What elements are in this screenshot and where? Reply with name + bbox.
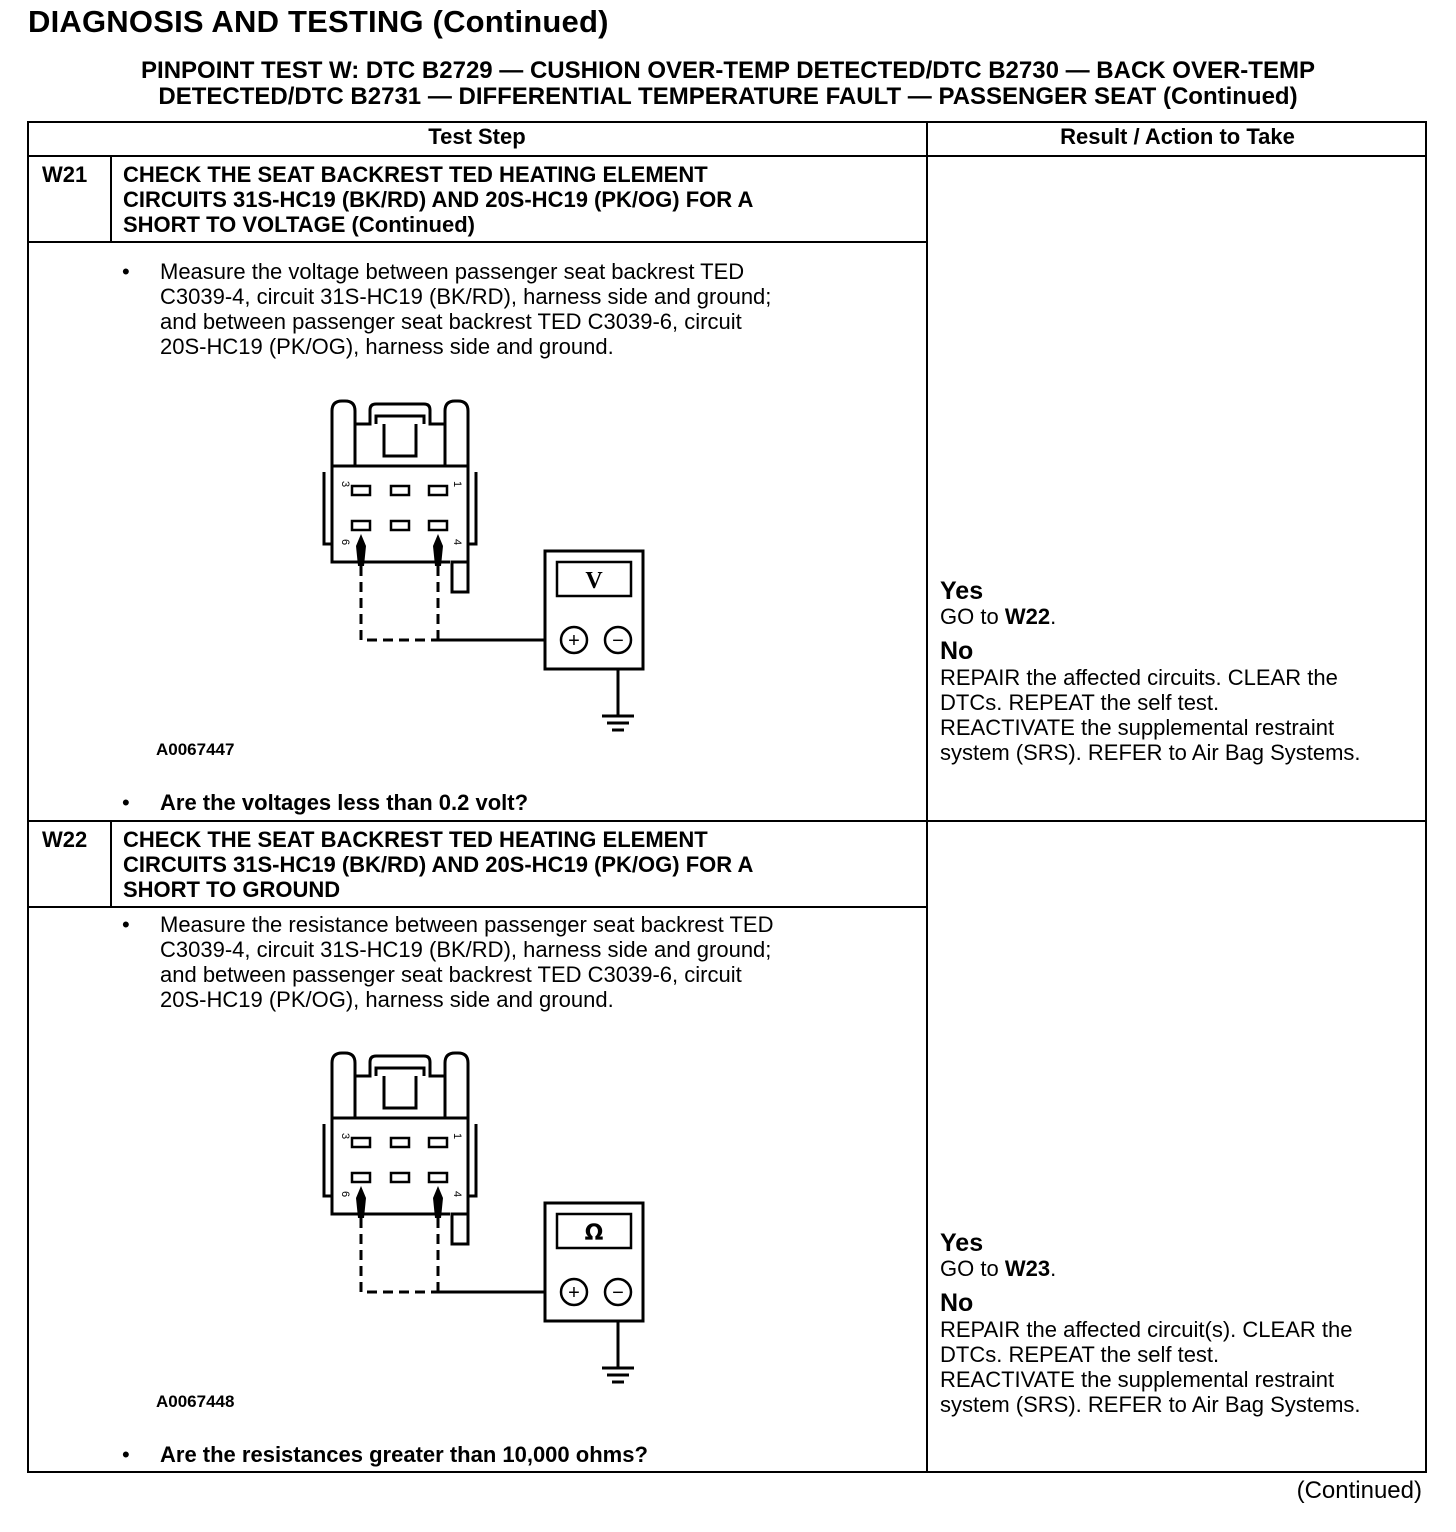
instruction-line: 20S-HC19 (PK/OG), harness side and ground. bbox=[160, 987, 614, 1012]
step-title-divider bbox=[27, 906, 927, 908]
voltage-test-diagram bbox=[300, 396, 660, 756]
step-title-line: CIRCUITS 31S-HC19 (BK/RD) AND 20S-HC19 (PK/OG) FOR A bbox=[123, 852, 754, 877]
step-id-divider bbox=[110, 157, 112, 243]
figure-id: A0067447 bbox=[156, 740, 235, 759]
no-action-line: REPAIR the affected circuit(s). CLEAR the bbox=[940, 1317, 1353, 1342]
meter-minus-terminal: − bbox=[612, 1282, 624, 1304]
page-title: DIAGNOSIS AND TESTING (Continued) bbox=[28, 4, 609, 39]
instruction-line: 20S-HC19 (PK/OG), harness side and ground. bbox=[160, 334, 614, 359]
pin-label: 3 bbox=[339, 1133, 351, 1140]
yes-action-target: W22 bbox=[1004, 604, 1051, 629]
connector-c3039 bbox=[324, 1053, 476, 1244]
yes-action-target: W23 bbox=[1004, 1256, 1051, 1281]
continued-footer: (Continued) bbox=[1296, 1477, 1422, 1504]
step-id: W22 bbox=[42, 827, 88, 852]
no-action-line: DTCs. REPEAT the self test. bbox=[940, 690, 1220, 715]
pin-label: 4 bbox=[451, 539, 463, 546]
connector-pins bbox=[352, 486, 447, 530]
step-title bbox=[123, 162, 903, 237]
pinpoint-title-line-1: PINPOINT TEST W: DTC B2729 — CUSHION OVER-TEMP DETECTED/DTC B2730 — BACK OVER-TEMP bbox=[141, 57, 1315, 84]
pin-label: 6 bbox=[339, 1191, 351, 1198]
instruction-line: and between passenger seat backrest TED C3039-6, circuit bbox=[160, 309, 742, 334]
result-no-label: No bbox=[940, 1289, 974, 1317]
connector-c3039 bbox=[324, 401, 476, 592]
meter-plus-terminal: + bbox=[568, 630, 580, 652]
result-yes-label: Yes bbox=[940, 577, 984, 605]
instruction-line: Measure the resistance between passenger seat backrest TED bbox=[160, 912, 774, 937]
step-title-line: CHECK THE SEAT BACKREST TED HEATING ELEMENT bbox=[123, 162, 708, 187]
step-title-line: SHORT TO VOLTAGE (Continued) bbox=[123, 212, 475, 237]
step-title-divider bbox=[27, 241, 927, 243]
multimeter bbox=[545, 1203, 643, 1321]
step-question: Are the voltages less than 0.2 volt? bbox=[160, 790, 529, 815]
step-title-line: CIRCUITS 31S-HC19 (BK/RD) AND 20S-HC19 (PK/OG) FOR A bbox=[123, 187, 754, 212]
no-action-line: REACTIVATE the supplemental restraint bbox=[940, 1367, 1335, 1392]
bullet: • bbox=[122, 259, 130, 284]
pin-label: 4 bbox=[451, 1191, 463, 1198]
pin-label: 3 bbox=[339, 481, 351, 488]
step-title bbox=[123, 827, 903, 902]
step-instruction bbox=[160, 912, 920, 1012]
no-action-line: system (SRS). REFER to Air Bag Systems. bbox=[940, 1392, 1361, 1417]
meter-display-symbol: V bbox=[585, 568, 603, 594]
column-divider bbox=[926, 121, 928, 1473]
yes-action-prefix: GO to bbox=[940, 1256, 999, 1281]
result-yes-label: Yes bbox=[940, 1229, 984, 1257]
result-yes-action: GO to W23. bbox=[940, 1256, 1057, 1281]
no-action-line: REACTIVATE the supplemental restraint bbox=[940, 715, 1335, 740]
result-no-action bbox=[940, 1317, 1430, 1417]
header-result-action: Result / Action to Take bbox=[1060, 124, 1295, 149]
result-yes-action: GO to W22. bbox=[940, 604, 1057, 629]
pin-label: 6 bbox=[339, 539, 351, 546]
resistance-test-diagram bbox=[300, 1048, 660, 1408]
meter-minus-terminal: − bbox=[612, 630, 624, 652]
no-action-line: system (SRS). REFER to Air Bag Systems. bbox=[940, 740, 1361, 765]
figure-id: A0067448 bbox=[156, 1392, 235, 1411]
step-instruction bbox=[160, 259, 920, 359]
header-test-step: Test Step bbox=[428, 124, 526, 149]
step-id-divider bbox=[110, 822, 112, 908]
pinpoint-test-title bbox=[28, 58, 1428, 110]
step-title-line: CHECK THE SEAT BACKREST TED HEATING ELEMENT bbox=[123, 827, 708, 852]
meter-display-symbol: Ω bbox=[584, 1221, 604, 1246]
bullet: • bbox=[122, 912, 130, 937]
pin-label: 1 bbox=[451, 1133, 463, 1140]
no-action-line: REPAIR the affected circuits. CLEAR the bbox=[940, 665, 1338, 690]
bullet: • bbox=[122, 790, 130, 815]
step-id: W21 bbox=[42, 162, 88, 187]
step-question: Are the resistances greater than 10,000 ohms? bbox=[160, 1442, 648, 1467]
bullet: • bbox=[122, 1442, 130, 1467]
instruction-line: C3039-4, circuit 31S-HC19 (BK/RD), harness side and ground; bbox=[160, 284, 772, 309]
no-action-line: DTCs. REPEAT the self test. bbox=[940, 1342, 1220, 1367]
yes-action-prefix: GO to bbox=[940, 604, 999, 629]
header-divider bbox=[27, 155, 1427, 157]
step-divider bbox=[27, 820, 1427, 822]
multimeter bbox=[545, 551, 643, 669]
result-no-label: No bbox=[940, 637, 974, 665]
pin-label: 1 bbox=[451, 481, 463, 488]
instruction-line: C3039-4, circuit 31S-HC19 (BK/RD), harness side and ground; bbox=[160, 937, 772, 962]
instruction-line: Measure the voltage between passenger seat backrest TED bbox=[160, 259, 745, 284]
result-no-action bbox=[940, 665, 1430, 765]
instruction-line: and between passenger seat backrest TED C3039-6, circuit bbox=[160, 962, 742, 987]
pinpoint-title-line-2: DETECTED/DTC B2731 — DIFFERENTIAL TEMPERATURE FAULT — PASSENGER SEAT (Continued) bbox=[158, 83, 1298, 110]
connector-pins bbox=[352, 1138, 447, 1182]
meter-plus-terminal: + bbox=[568, 1282, 580, 1304]
step-title-line: SHORT TO GROUND bbox=[123, 877, 341, 902]
